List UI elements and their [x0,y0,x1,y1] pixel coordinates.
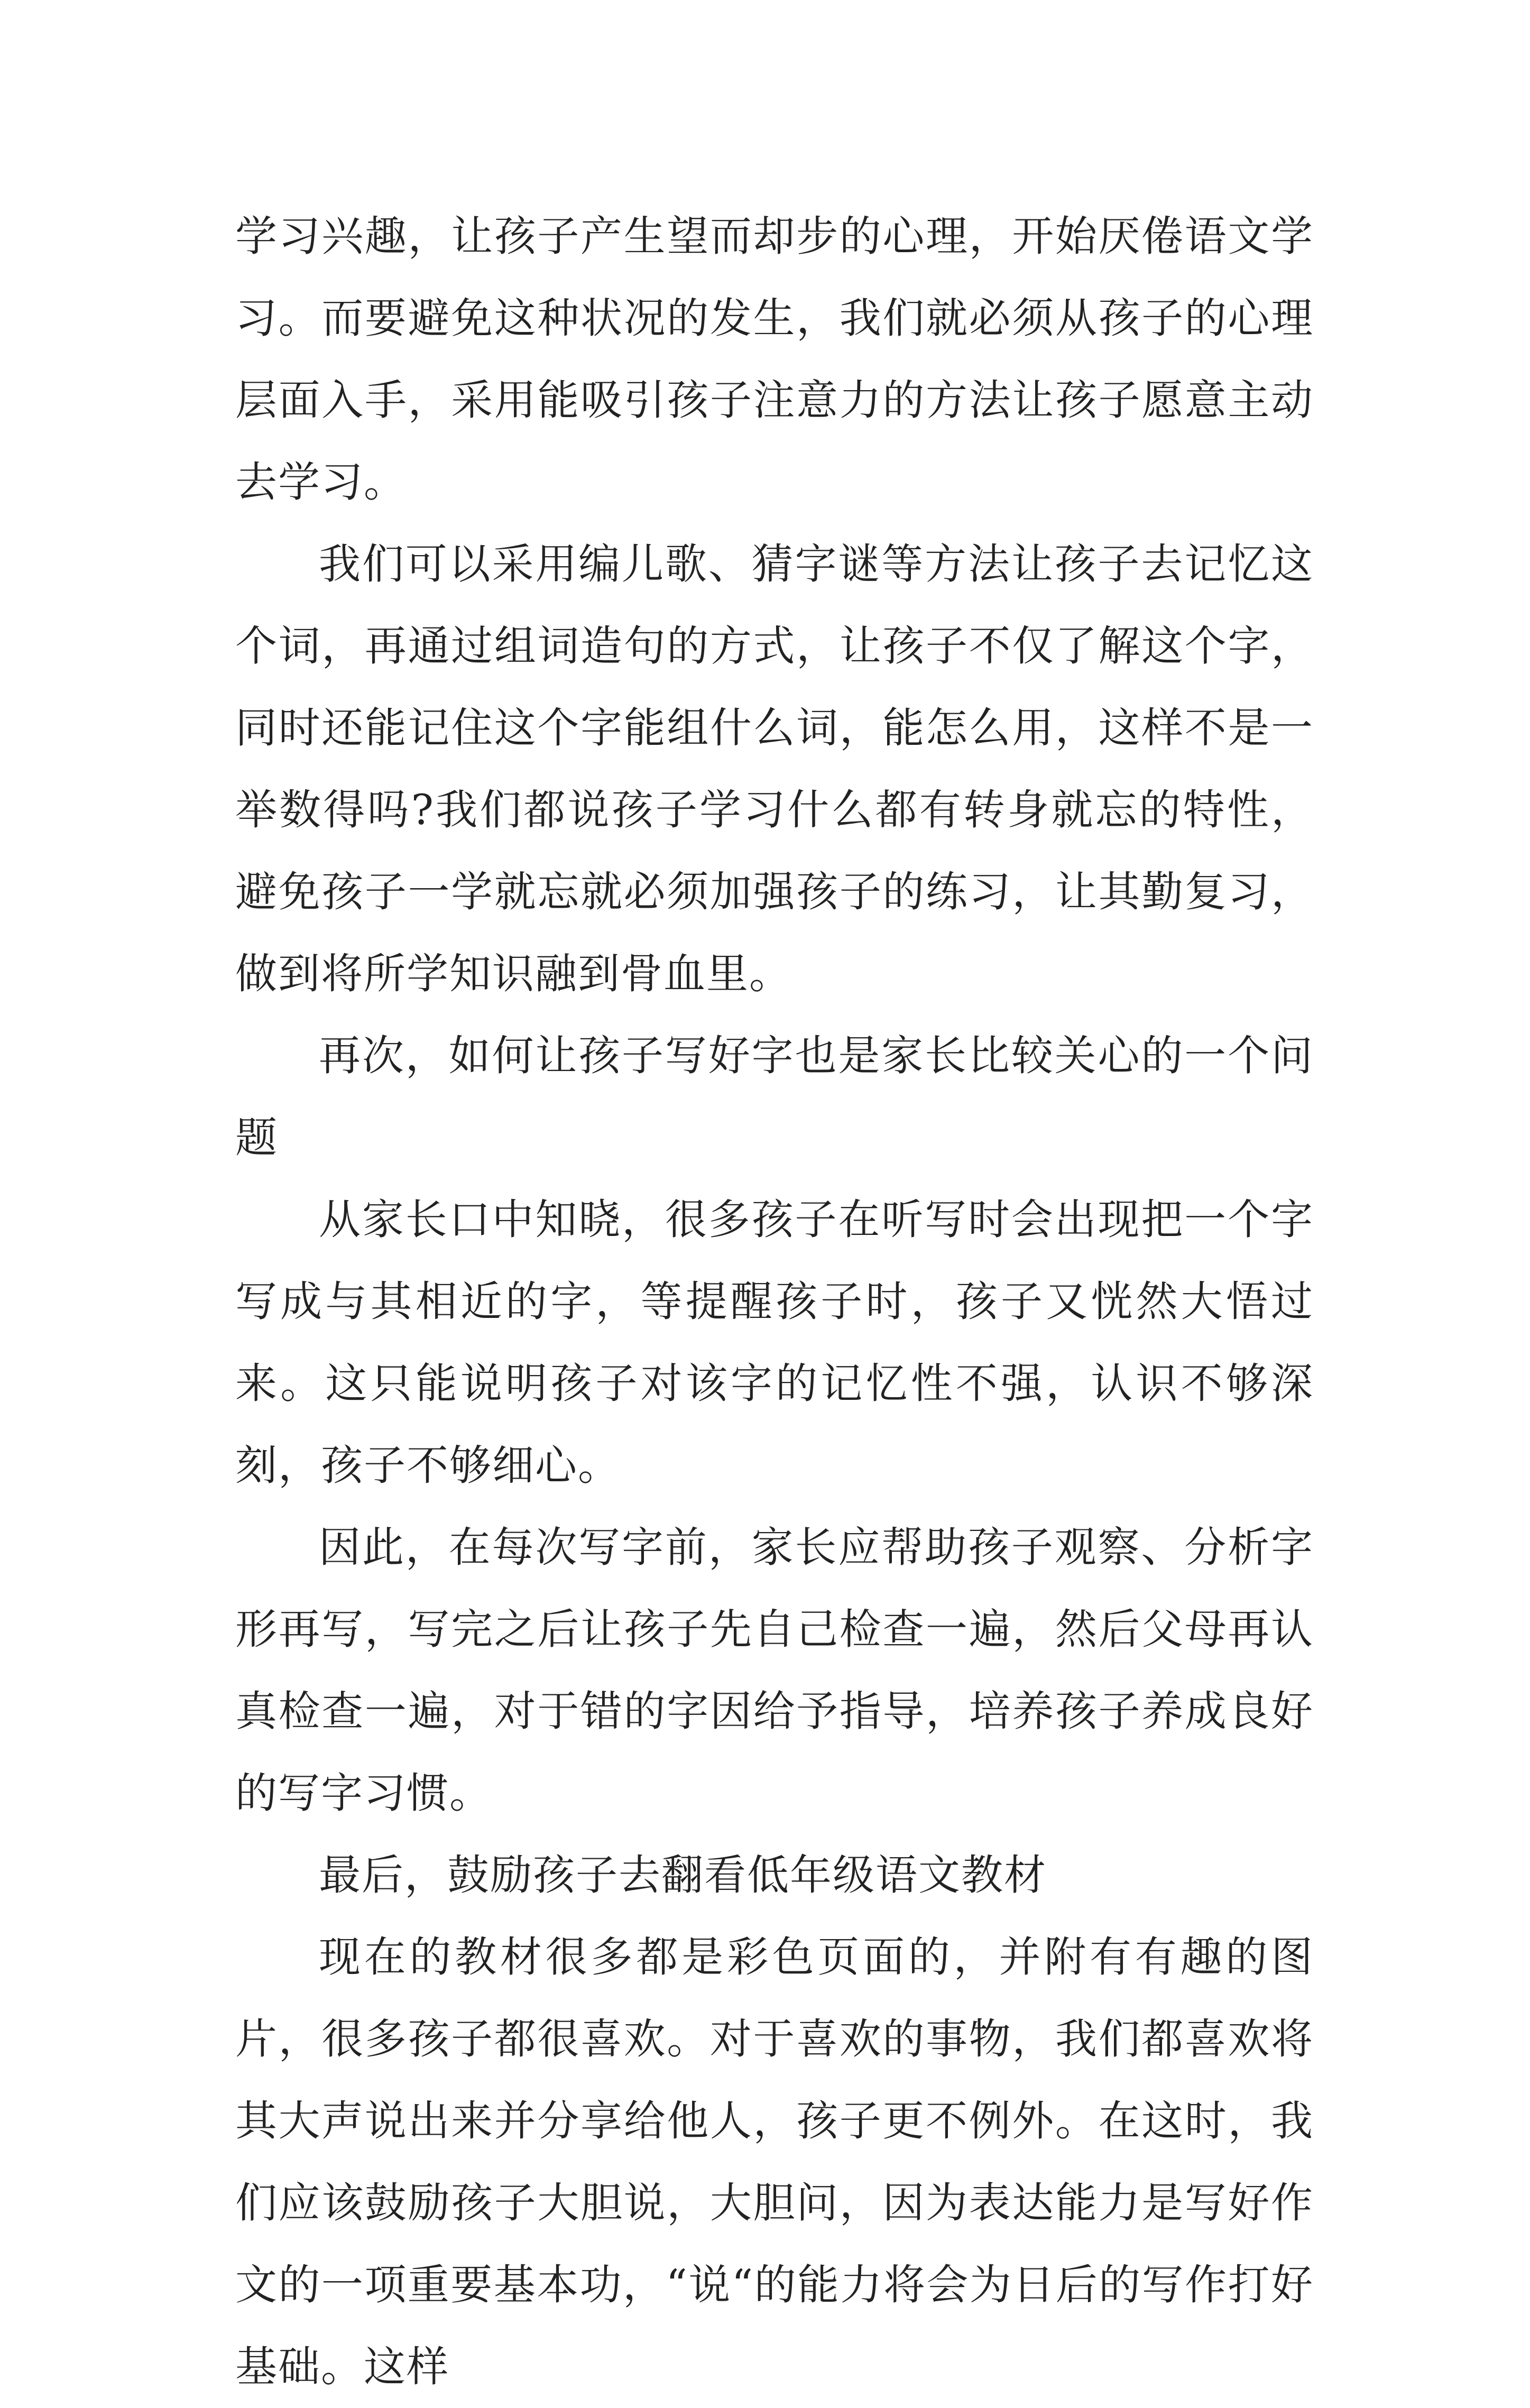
paragraph: 现在的教材很多都是彩色页面的，并附有有趣的图片，很多孩子都很喜欢。对于喜欢的事物，我们都喜欢将其大声说出来并分享给他人，孩子更不例外。在这时，我们应该鼓励孩子大胆说，大胆问，因为表达能力是写好作文的一项重要基本功，“说“的能力将会为日后的写作打好基础。这样 [235,1933,1314,2391]
paragraph: 学习兴趣，让孩子产生望而却步的心理，开始厌倦语文学习。而要避免这种状况的发生，我们就必须从孩子的心理层面入手，采用能吸引孩子注意力的方法让孩子愿意主动去学习。 [235,212,1314,506]
paragraph: 从家长口中知晓，很多孩子在听写时会出现把一个字写成与其相近的字，等提醒孩子时，孩子又恍然大悟过来。这只能说明孩子对该字的记忆性不强，认识不够深刻，孩子不够细心。 [235,1195,1314,1490]
paragraph: 因此，在每次写字前，家长应帮助孩子观察、分析字形再写，写完之后让孩子先自己检查一遍，然后父母再认真检查一遍，对于错的字因给予指导，培养孩子养成良好的写字习惯。 [235,1523,1314,1817]
paragraph: 我们可以采用编儿歌、猜字谜等方法让孩子去记忆这个词，再通过组词造句的方式，让孩子不仅了解这个字，同时还能记住这个字能组什么词，能怎么用，这样不是一举数得吗?我们都说孩子学习什么都有转身就忘的特性，避免孩子一学就忘就必须加强孩子的练习，让其勤复习，做到将所学知识融到骨血里。 [235,540,1314,998]
document-body [235,196,1314,2408]
paragraph-heading: 再次，如何让孩子写好字也是家长比较关心的一个问题 [235,1031,1314,1162]
paragraph-heading: 最后，鼓励孩子去翻看低年级语文教材 [319,1851,1047,1899]
